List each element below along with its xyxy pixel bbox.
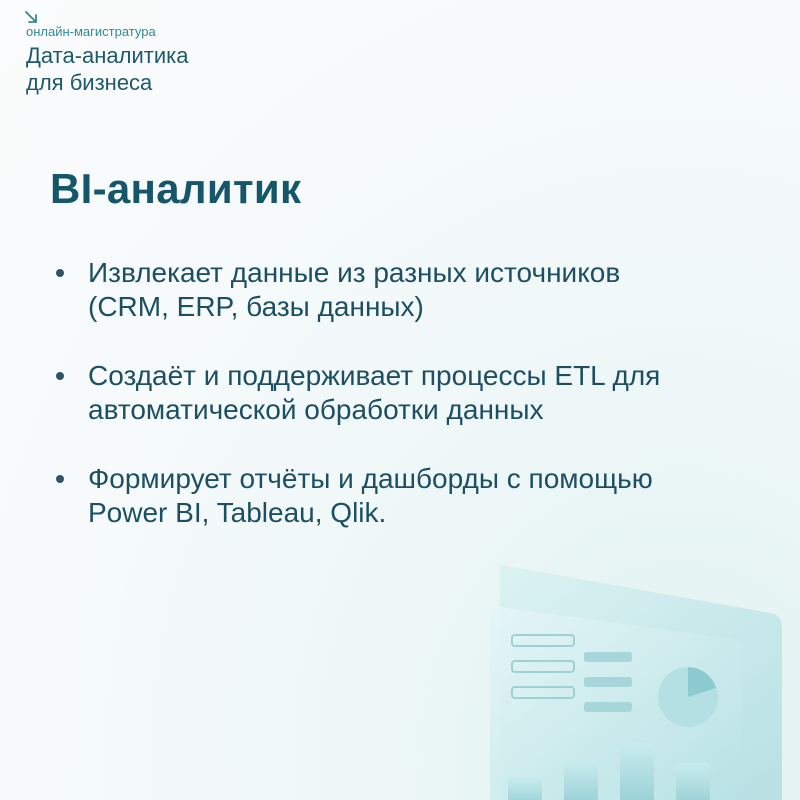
list-item	[56, 462, 776, 530]
brand-subtitle: онлайн-магистратура	[26, 24, 156, 39]
list-item-line: Формирует отчёты и дашборды с помощью	[88, 463, 653, 494]
duties-list	[56, 256, 776, 565]
list-item	[56, 256, 776, 324]
page-title: BI-аналитик	[50, 165, 302, 212]
list-item	[56, 359, 776, 427]
list-item-line: Power BI, Tableau, Qlik.	[88, 497, 387, 528]
list-item-line: (CRM, ERP, базы данных)	[88, 291, 424, 322]
brand-title-line: Дата-аналитика	[26, 43, 189, 68]
bullet-dot	[56, 269, 64, 277]
bullet-dot	[56, 475, 64, 483]
brand-title-line: для бизнеса	[26, 70, 153, 95]
list-item-line: автоматической обработки данных	[88, 394, 544, 425]
bullet-dot	[56, 372, 64, 380]
list-item-line: Извлекает данные из разных источников	[88, 257, 621, 288]
brand-title	[26, 42, 189, 96]
list-item-line: Создаёт и поддерживает процессы ETL для	[88, 360, 661, 391]
dashboard-report-icon	[470, 555, 800, 800]
